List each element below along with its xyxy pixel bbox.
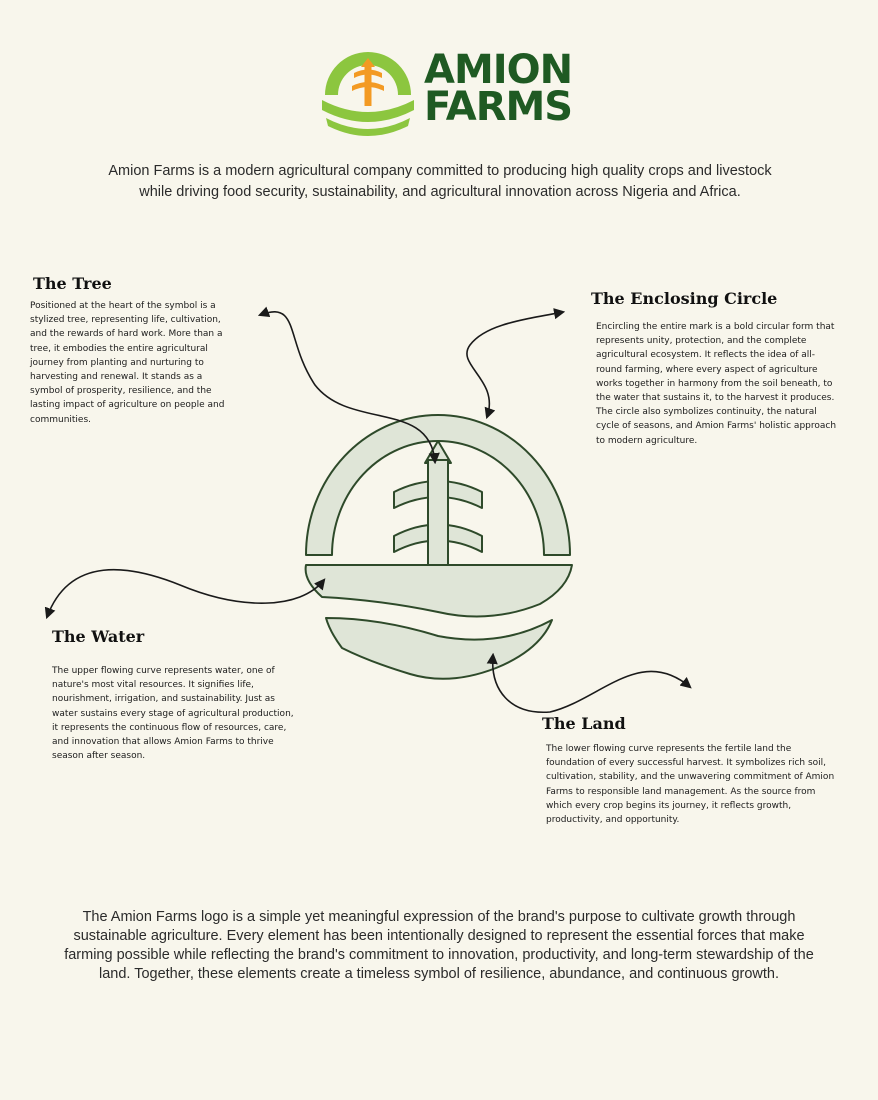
closing-paragraph: The Amion Farms logo is a simple yet meaningful expression of the brand's purpose to cultivate growth through sustainable agriculture. Every element has been intentionally designed to represent the essential forces that make farming possible while reflecting the brand's commitment to innovation, productivity, and long-term stewardship of the land. Together, these elements create a timeless symbol of resilience, abundance, and continuous growth. [64,909,814,982]
land-shape [326,618,552,679]
circle-arrow [467,312,563,417]
land-description: The lower flowing curve represents the fertile land the foundation of every successful harvest. It symbolizes rich soil, cultivation, stability, and the unwavering commitment of Amion Farms to responsible land management. As the source from which every crop begins its journey, it reflects growth, productivity, and opportunity. [546,744,835,826]
intro-paragraph: Amion Farms is a modern agricultural company committed to producing high quality crops and livestock while driving food security, sustainability, and agricultural innovation across Nigeria and Africa. [108,163,772,200]
water-arrow [47,570,324,617]
land-title: The Land [542,714,626,733]
circle-title: The Enclosing Circle [591,289,778,308]
brand-line-1: AMION [424,47,573,93]
land-arrow [493,655,690,712]
water-description: The upper flowing curve represents water, one of nature's most vital resources. It signifies life, nourishment, irrigation, and sustainability. Just as water sustains every stage of agricultural production, it represents the continuous flow of resources, care, and innovation that allows Amion Farms to thrive season after season. [52,666,294,762]
water-shape [306,565,572,617]
circle-description: Encircling the entire mark is a bold circular form that represents unity, protection, and the complete agricultural ecosystem. It reflects the idea of all-round farming, where every aspect of agriculture works together in harmony from the soil beneath, to the water that sustains it, to the harvest it produces. The circle also symbolizes continuity, the natural cycle of seasons, and Amion Farms' holistic approach to modern agriculture. [596,322,837,446]
tree-description: Positioned at the heart of the symbol is a stylized tree, representing life, cultivation, and the rewards of hard work. More than a tree, it embodies the entire agricultural journey from planting and nurturing to harvesting and renewal. It stands as a symbol of prosperity, resilience, and the lasting impact of agriculture on people and communities. [30,301,225,425]
tree-shape [394,441,482,578]
water-title: The Water [52,627,145,646]
brand-line-2: FARMS [424,84,573,130]
tree-title: The Tree [33,274,112,293]
